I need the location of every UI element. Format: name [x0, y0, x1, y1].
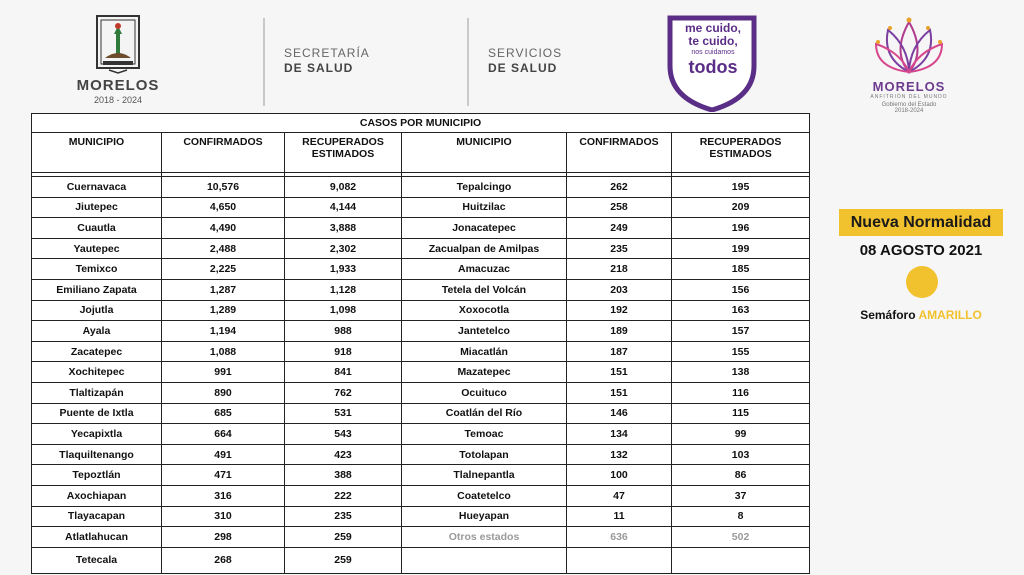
confirmados-cell: 491 — [162, 444, 285, 465]
municipio-cell: Coatlán del Río — [402, 403, 567, 424]
table-row — [32, 177, 810, 198]
header-divider — [467, 18, 469, 106]
servicios-line2: DE SALUD — [488, 61, 558, 75]
recuperados-cell: 502 — [672, 527, 810, 548]
recuperados-cell: 2,302 — [285, 238, 402, 259]
confirmados-cell: 890 — [162, 382, 285, 403]
cases-by-municipality-table — [31, 113, 810, 574]
recuperados-cell: 195 — [672, 177, 810, 198]
semaforo-label: Semáforo — [860, 308, 916, 322]
municipio-cell: Jonacatepec — [402, 218, 567, 239]
municipio-cell: Jiutepec — [32, 197, 162, 218]
municipio-cell: Axochiapan — [32, 485, 162, 506]
table-row — [32, 259, 810, 280]
recuperados-cell: 918 — [285, 341, 402, 362]
column-header: RECUPERADOS ESTIMADOS — [672, 133, 810, 173]
municipio-cell: Tlaltizapán — [32, 382, 162, 403]
municipio-cell: Temoac — [402, 424, 567, 445]
recuperados-cell: 1,933 — [285, 259, 402, 280]
table-row — [32, 218, 810, 239]
gov-logo-sub2: 2018-2024 — [894, 108, 924, 114]
report-date: 08 AGOSTO 2021 — [859, 242, 983, 259]
confirmados-cell: 47 — [567, 485, 672, 506]
campaign-line3: nos cuidamos — [691, 49, 735, 56]
confirmados-cell: 685 — [162, 403, 285, 424]
table-row — [32, 238, 810, 259]
recuperados-cell: 988 — [285, 321, 402, 342]
confirmados-cell: 189 — [567, 321, 672, 342]
table-row — [32, 382, 810, 403]
table-row — [32, 424, 810, 445]
confirmados-cell: 192 — [567, 300, 672, 321]
confirmados-cell: 218 — [567, 259, 672, 280]
confirmados-cell: 1,287 — [162, 279, 285, 300]
semaforo-status — [839, 308, 1003, 322]
gov-logo-name: MORELOS — [872, 79, 946, 94]
municipio-cell: Hueyapan — [402, 506, 567, 527]
table-row — [32, 300, 810, 321]
confirmados-cell: 636 — [567, 527, 672, 548]
confirmados-cell: 11 — [567, 506, 672, 527]
recuperados-cell: 9,082 — [285, 177, 402, 198]
recuperados-cell: 762 — [285, 382, 402, 403]
recuperados-cell: 196 — [672, 218, 810, 239]
confirmados-cell: 316 — [162, 485, 285, 506]
municipio-cell: Cuautla — [32, 218, 162, 239]
table-row — [32, 341, 810, 362]
table-row — [32, 485, 810, 506]
recuperados-cell: 115 — [672, 403, 810, 424]
campaign-line4: todos — [688, 57, 738, 77]
recuperados-cell: 259 — [285, 547, 402, 573]
column-header: CONFIRMADOS — [567, 133, 672, 173]
recuperados-cell: 116 — [672, 382, 810, 403]
secretaria-line1: SECRETARÍA — [284, 46, 370, 60]
confirmados-cell: 151 — [567, 362, 672, 383]
recuperados-cell: 1,098 — [285, 300, 402, 321]
confirmados-cell: 4,490 — [162, 218, 285, 239]
confirmados-cell: 146 — [567, 403, 672, 424]
column-header: RECUPERADOS ESTIMADOS — [285, 133, 402, 173]
recuperados-cell: 86 — [672, 465, 810, 486]
confirmados-cell: 187 — [567, 341, 672, 362]
header-divider — [263, 18, 265, 106]
table-row — [32, 444, 810, 465]
table-header-row — [32, 133, 810, 173]
confirmados-cell: 664 — [162, 424, 285, 445]
table-title: CASOS POR MUNICIPIO — [32, 114, 810, 133]
campaign-line2: te cuido, — [688, 34, 738, 48]
gobierno-morelos-logo — [864, 12, 954, 114]
recuperados-cell: 199 — [672, 238, 810, 259]
confirmados-cell: 4,650 — [162, 197, 285, 218]
table-row — [32, 506, 810, 527]
municipio-cell: Coatetelco — [402, 485, 567, 506]
morelos-coat-of-arms-icon — [95, 14, 141, 74]
recuperados-cell — [672, 547, 810, 573]
confirmados-cell: 203 — [567, 279, 672, 300]
nueva-normalidad-badge: Nueva Normalidad — [839, 209, 1003, 236]
confirmados-cell: 2,488 — [162, 238, 285, 259]
morelos-years: 2018 - 2024 — [93, 95, 143, 105]
municipio-cell: Atlatlahucan — [32, 527, 162, 548]
recuperados-cell: 3,888 — [285, 218, 402, 239]
municipio-cell: Puente de Ixtla — [32, 403, 162, 424]
recuperados-cell: 99 — [672, 424, 810, 445]
table-row — [32, 403, 810, 424]
recuperados-cell: 156 — [672, 279, 810, 300]
municipio-cell: Cuernavaca — [32, 177, 162, 198]
municipio-cell: Tepoztlán — [32, 465, 162, 486]
municipio-cell: Huitzilac — [402, 197, 567, 218]
secretaria-de-salud-logo — [284, 46, 370, 76]
confirmados-cell: 235 — [567, 238, 672, 259]
recuperados-cell: 841 — [285, 362, 402, 383]
confirmados-cell: 298 — [162, 527, 285, 548]
recuperados-cell: 4,144 — [285, 197, 402, 218]
recuperados-cell: 235 — [285, 506, 402, 527]
morelos-name: MORELOS — [76, 77, 160, 94]
confirmados-cell: 268 — [162, 547, 285, 573]
municipio-cell: Jojutla — [32, 300, 162, 321]
campaign-line1: me cuido, — [684, 21, 741, 35]
column-header: MUNICIPIO — [402, 133, 567, 173]
secretaria-line2: DE SALUD — [284, 61, 354, 75]
morelos-logo — [70, 14, 166, 105]
table-row — [32, 527, 810, 548]
municipio-cell: Amacuzac — [402, 259, 567, 280]
municipio-cell: Tetecala — [32, 547, 162, 573]
municipio-cell: Xochitepec — [32, 362, 162, 383]
servicios-de-salud-logo — [488, 46, 562, 76]
confirmados-cell: 100 — [567, 465, 672, 486]
municipio-cell: Tlayacapan — [32, 506, 162, 527]
municipio-cell: Tetela del Volcán — [402, 279, 567, 300]
confirmados-cell: 1,088 — [162, 341, 285, 362]
recuperados-cell: 37 — [672, 485, 810, 506]
recuperados-cell: 423 — [285, 444, 402, 465]
confirmados-cell: 10,576 — [162, 177, 285, 198]
municipio-cell: Yautepec — [32, 238, 162, 259]
gov-logo-sub1: Gobierno del Estado — [881, 102, 937, 108]
table-row — [32, 465, 810, 486]
confirmados-cell: 134 — [567, 424, 672, 445]
recuperados-cell: 185 — [672, 259, 810, 280]
table-row — [32, 547, 810, 573]
table-row — [32, 279, 810, 300]
column-header: CONFIRMADOS — [162, 133, 285, 173]
confirmados-cell: 262 — [567, 177, 672, 198]
municipio-cell: Tlaquiltenango — [32, 444, 162, 465]
recuperados-cell: 138 — [672, 362, 810, 383]
confirmados-cell: 471 — [162, 465, 285, 486]
recuperados-cell: 8 — [672, 506, 810, 527]
confirmados-cell: 132 — [567, 444, 672, 465]
confirmados-cell: 1,289 — [162, 300, 285, 321]
recuperados-cell: 155 — [672, 341, 810, 362]
recuperados-cell: 388 — [285, 465, 402, 486]
confirmados-cell: 258 — [567, 197, 672, 218]
confirmados-cell: 1,194 — [162, 321, 285, 342]
municipio-cell: Miacatlán — [402, 341, 567, 362]
municipio-cell — [402, 547, 567, 573]
municipio-cell: Ayala — [32, 321, 162, 342]
recuperados-cell: 543 — [285, 424, 402, 445]
semaforo-value: AMARILLO — [918, 308, 982, 322]
municipio-cell: Xoxocotla — [402, 300, 567, 321]
confirmados-cell: 151 — [567, 382, 672, 403]
recuperados-cell: 222 — [285, 485, 402, 506]
recuperados-cell: 1,128 — [285, 279, 402, 300]
municipio-cell: Temixco — [32, 259, 162, 280]
table-row — [32, 321, 810, 342]
campaign-slogan — [672, 22, 754, 77]
municipio-cell: Zacatepec — [32, 341, 162, 362]
flower-logo-icon — [874, 12, 944, 78]
traffic-light-dot-icon — [906, 266, 938, 298]
recuperados-cell: 163 — [672, 300, 810, 321]
recuperados-cell: 531 — [285, 403, 402, 424]
municipio-cell: Ocuituco — [402, 382, 567, 403]
confirmados-cell: 249 — [567, 218, 672, 239]
municipio-cell: Tepalcingo — [402, 177, 567, 198]
municipio-cell: Tlalnepantla — [402, 465, 567, 486]
gov-logo-tagline: ANFITRIÓN DEL MUNDO — [870, 94, 948, 100]
confirmados-cell: 310 — [162, 506, 285, 527]
recuperados-cell: 259 — [285, 527, 402, 548]
municipio-cell: Yecapixtla — [32, 424, 162, 445]
confirmados-cell: 991 — [162, 362, 285, 383]
municipio-cell: Jantetelco — [402, 321, 567, 342]
recuperados-cell: 209 — [672, 197, 810, 218]
table-row — [32, 197, 810, 218]
municipio-cell: Otros estados — [402, 527, 567, 548]
municipio-cell: Mazatepec — [402, 362, 567, 383]
column-header: MUNICIPIO — [32, 133, 162, 173]
servicios-line1: SERVICIOS — [488, 46, 563, 60]
confirmados-cell — [567, 547, 672, 573]
table-row — [32, 362, 810, 383]
municipio-cell: Zacualpan de Amilpas — [402, 238, 567, 259]
confirmados-cell: 2,225 — [162, 259, 285, 280]
recuperados-cell: 103 — [672, 444, 810, 465]
municipio-cell: Emiliano Zapata — [32, 279, 162, 300]
municipio-cell: Totolapan — [402, 444, 567, 465]
recuperados-cell: 157 — [672, 321, 810, 342]
